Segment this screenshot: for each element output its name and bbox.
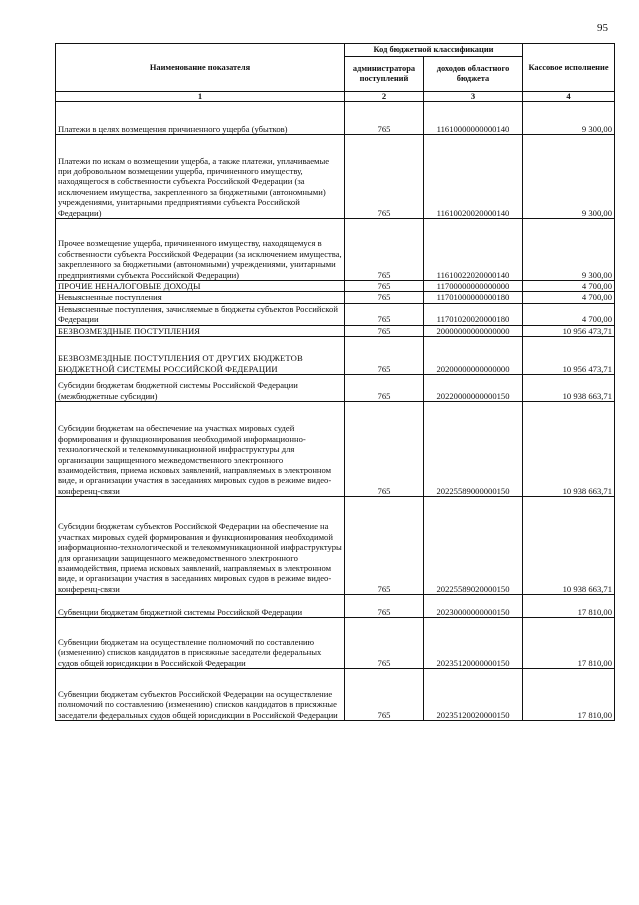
column-number: 2 — [345, 92, 424, 102]
row-revenue-code: 11610020020000140 — [424, 135, 523, 219]
row-admin-code: 765 — [345, 497, 424, 595]
row-revenue-code: 11610000000000140 — [424, 102, 523, 135]
table-row — [56, 325, 615, 336]
table-row — [56, 135, 615, 219]
row-name: ПРОЧИЕ НЕНАЛОГОВЫЕ ДОХОДЫ — [56, 281, 345, 292]
row-admin-code: 765 — [345, 595, 424, 618]
row-admin-code: 765 — [345, 337, 424, 375]
table-row — [56, 618, 615, 669]
row-admin-code: 765 — [345, 135, 424, 219]
row-amount: 17 810,00 — [523, 669, 615, 721]
column-number: 3 — [424, 92, 523, 102]
table-row — [56, 337, 615, 375]
column-number: 1 — [56, 92, 345, 102]
row-admin-code: 765 — [345, 618, 424, 669]
row-amount: 10 938 663,71 — [523, 375, 615, 402]
table-row — [56, 292, 615, 303]
row-revenue-code: 20220000000000150 — [424, 375, 523, 402]
row-name: Субсидии бюджетам на обеспечение на участках мировых судей формирования и функционирования необходимой информационно-технологической и телекоммуникационной инфраструктуры для организации защищенного межведомственного электронного взаимодействия, приема исковых заявлений, направляемых в электронном виде, и организации участия в заседаниях мировых судов в режиме видео-конференц-связи — [56, 402, 345, 497]
row-revenue-code: 20235120000000150 — [424, 618, 523, 669]
row-revenue-code: 20200000000000000 — [424, 337, 523, 375]
row-revenue-code: 11700000000000000 — [424, 281, 523, 292]
row-name: Субсидии бюджетам бюджетной системы Российской Федерации (межбюджетные субсидии) — [56, 375, 345, 402]
row-admin-code: 765 — [345, 303, 424, 325]
budget-report-table — [55, 43, 615, 721]
row-amount: 4 700,00 — [523, 292, 615, 303]
row-amount: 17 810,00 — [523, 618, 615, 669]
row-revenue-code: 20235120020000150 — [424, 669, 523, 721]
row-name: Прочее возмещение ущерба, причиненного имуществу, находящемуся в собственности субъекта Российской Федерации (за исключением имущества, закрепленного за бюджетными (автономными) учреждениями, унитарными предприятиями субъекта Российской Федерации) — [56, 219, 345, 281]
row-name: Невыясненные поступления — [56, 292, 345, 303]
row-revenue-code: 11610022020000140 — [424, 219, 523, 281]
page-number: 95 — [597, 22, 608, 34]
row-admin-code: 765 — [345, 325, 424, 336]
row-amount: 10 956 473,71 — [523, 325, 615, 336]
row-name: БЕЗВОЗМЕЗДНЫЕ ПОСТУПЛЕНИЯ ОТ ДРУГИХ БЮДЖЕТОВ БЮДЖЕТНОЙ СИСТЕМЫ РОССИЙСКОЙ ФЕДЕРАЦИИ — [56, 337, 345, 375]
row-name: Платежи в целях возмещения причиненного ущерба (убытков) — [56, 102, 345, 135]
row-name: Платежи по искам о возмещении ущерба, а также платежи, уплачиваемые при добровольном возмещении ущерба, причиненного имуществу, находящегося в собственности субъекта Российской Федерации (за исключением имущества, закрепленного за бюджетными (автономными) учреждениями, унитарными предприятиями субъекта Российской Федерации) — [56, 135, 345, 219]
row-amount: 10 938 663,71 — [523, 402, 615, 497]
row-amount: 4 700,00 — [523, 281, 615, 292]
table-row — [56, 219, 615, 281]
table-row — [56, 281, 615, 292]
row-revenue-code: 20225589020000150 — [424, 497, 523, 595]
table-row — [56, 595, 615, 618]
row-name: БЕЗВОЗМЕЗДНЫЕ ПОСТУПЛЕНИЯ — [56, 325, 345, 336]
table-row — [56, 402, 615, 497]
row-amount: 17 810,00 — [523, 595, 615, 618]
row-name: Субвенции бюджетам бюджетной системы Российской Федерации — [56, 595, 345, 618]
header-indicator-name: Наименование показателя — [56, 44, 345, 92]
row-amount: 9 300,00 — [523, 102, 615, 135]
row-admin-code: 765 — [345, 281, 424, 292]
table-row — [56, 497, 615, 595]
table-row — [56, 102, 615, 135]
row-name: Субсидии бюджетам субъектов Российской Федерации на обеспечение на участках мировых судей формирования и функционирования необходимой информационно-технологической и телекоммуникационной инфраструктуры для организации защищенного межведомственного электронного взаимодействия, приема исковых заявлений, направляемых в электронном виде, и организации участия в заседаниях мировых судов в режиме видео-конференц-связи — [56, 497, 345, 595]
column-numbers-row — [56, 92, 615, 102]
table-row — [56, 669, 615, 721]
row-revenue-code: 20230000000000150 — [424, 595, 523, 618]
row-revenue-code: 11701000000000180 — [424, 292, 523, 303]
row-admin-code: 765 — [345, 402, 424, 497]
column-number: 4 — [523, 92, 615, 102]
row-admin-code: 765 — [345, 102, 424, 135]
row-amount: 10 956 473,71 — [523, 337, 615, 375]
row-name: Субвенции бюджетам на осуществление полномочий по составлению (изменению) списков кандидатов в присяжные заседатели федеральных судов общей юрисдикции в Российской Федерации — [56, 618, 345, 669]
row-admin-code: 765 — [345, 219, 424, 281]
row-amount: 4 700,00 — [523, 303, 615, 325]
header-administrator: администратора поступлений — [345, 57, 424, 92]
row-amount: 10 938 663,71 — [523, 497, 615, 595]
row-admin-code: 765 — [345, 375, 424, 402]
row-revenue-code: 20225589000000150 — [424, 402, 523, 497]
row-admin-code: 765 — [345, 292, 424, 303]
header-cash-execution: Кассовое исполнение — [523, 44, 615, 92]
row-revenue-code: 20000000000000000 — [424, 325, 523, 336]
row-revenue-code: 11701020020000180 — [424, 303, 523, 325]
header-classification-group: Код бюджетной классификации — [345, 44, 523, 57]
table-row — [56, 375, 615, 402]
row-name: Субвенции бюджетам субъектов Российской Федерации на осуществление полномочий по составлению (изменению) списков кандидатов в присяжные заседатели федеральных судов общей юрисдикции в Российской Федерации — [56, 669, 345, 721]
table-row — [56, 303, 615, 325]
row-amount: 9 300,00 — [523, 135, 615, 219]
header-revenue-code: доходов областного бюджета — [424, 57, 523, 92]
row-name: Невыясненные поступления, зачисляемые в бюджеты субъектов Российской Федерации — [56, 303, 345, 325]
row-amount: 9 300,00 — [523, 219, 615, 281]
row-admin-code: 765 — [345, 669, 424, 721]
